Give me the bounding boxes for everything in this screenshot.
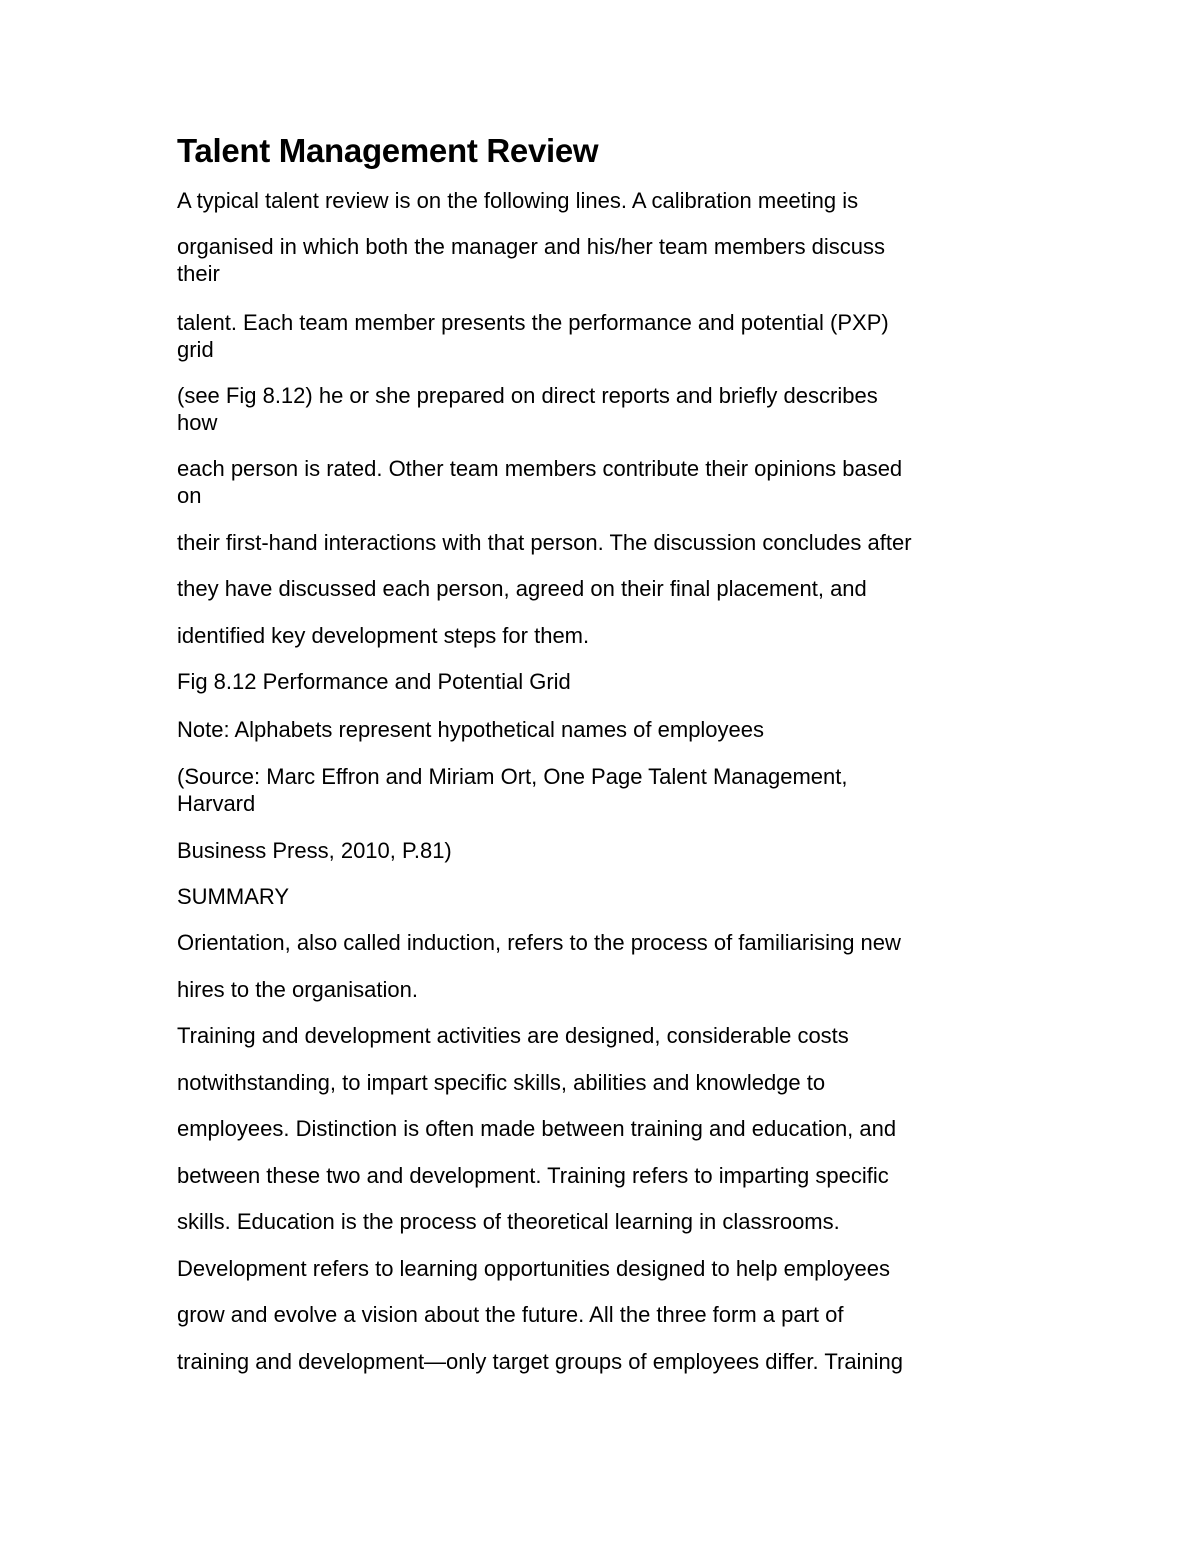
paragraph-line: each person is rated. Other team members contribute their opinions based on bbox=[177, 456, 903, 508]
paragraph-line: Development refers to learning opportunities designed to help employees bbox=[177, 1256, 890, 1281]
figure-source: Business Press, 2010, P.81) bbox=[177, 838, 452, 863]
paragraph-line: identified key development steps for them. bbox=[177, 623, 590, 648]
paragraph-line: organised in which both the manager and his/her team members discuss their bbox=[177, 234, 886, 286]
paragraph-line: grow and evolve a vision about the future. All the three form a part of bbox=[177, 1302, 844, 1327]
document-title: Talent Management Review bbox=[177, 132, 599, 169]
paragraph-line: Orientation, also called induction, refers to the process of familiarising new bbox=[177, 930, 901, 955]
paragraph-line: Training and development activities are designed, considerable costs bbox=[177, 1023, 849, 1048]
section-heading-summary: SUMMARY bbox=[177, 884, 290, 909]
paragraph-line: hires to the organisation. bbox=[177, 977, 418, 1002]
figure-note: Note: Alphabets represent hypothetical names of employees bbox=[177, 717, 765, 742]
paragraph-line: training and development—only target groups of employees differ. Training bbox=[177, 1349, 904, 1374]
paragraph-line: A typical talent review is on the following lines. A calibration meeting is bbox=[177, 188, 859, 213]
paragraph-line: skills. Education is the process of theoretical learning in classrooms. bbox=[177, 1209, 840, 1234]
figure-source: (Source: Marc Effron and Miriam Ort, One Page Talent Management, Harvard bbox=[177, 764, 848, 816]
paragraph-line: (see Fig 8.12) he or she prepared on direct reports and briefly describes how bbox=[177, 383, 878, 435]
paragraph-line: between these two and development. Training refers to imparting specific bbox=[177, 1163, 889, 1188]
paragraph-line: employees. Distinction is often made between training and education, and bbox=[177, 1116, 897, 1141]
figure-caption: Fig 8.12 Performance and Potential Grid bbox=[177, 669, 571, 694]
paragraph-line: they have discussed each person, agreed on their final placement, and bbox=[177, 576, 867, 601]
paragraph-line: talent. Each team member presents the performance and potential (PXP) grid bbox=[177, 310, 889, 362]
paragraph-line: their first-hand interactions with that person. The discussion concludes after bbox=[177, 530, 912, 555]
paragraph-line: notwithstanding, to impart specific skills, abilities and knowledge to bbox=[177, 1070, 826, 1095]
